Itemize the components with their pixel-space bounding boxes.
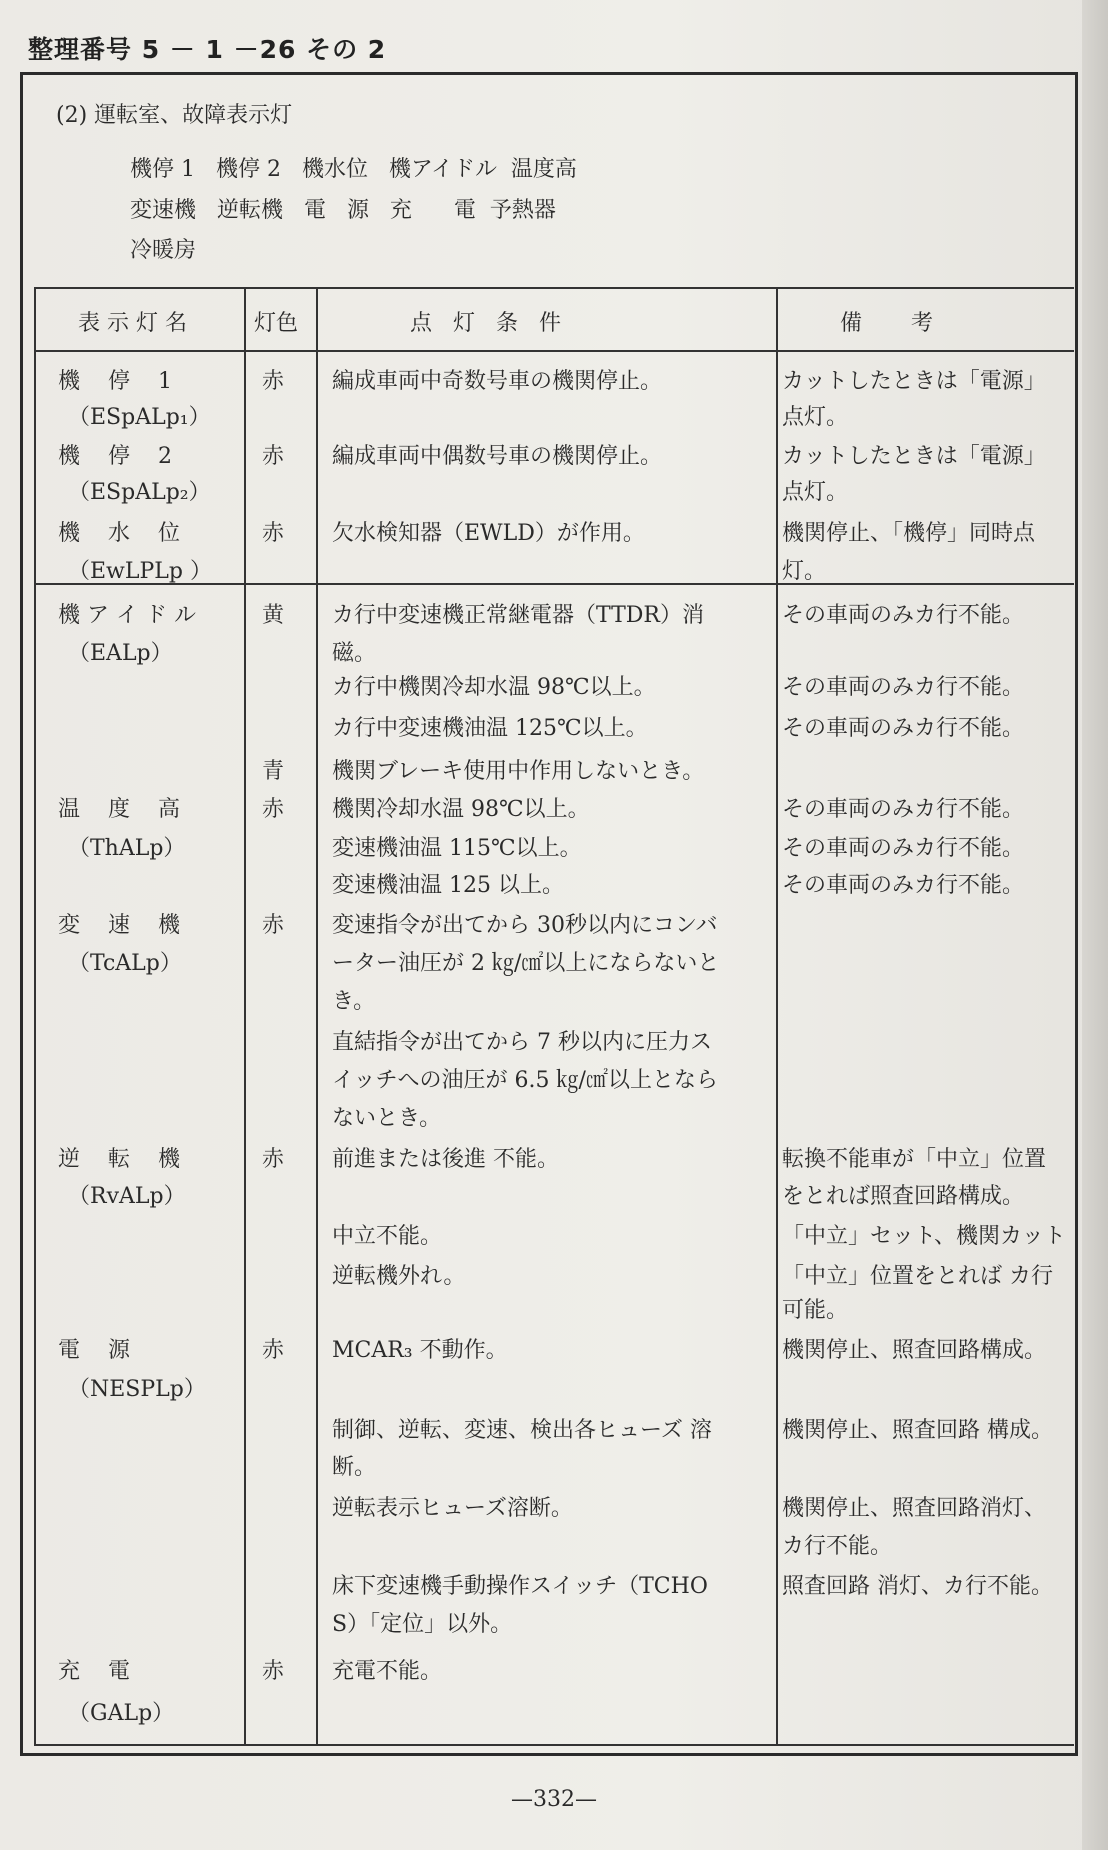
condition-line: ないとき。 xyxy=(332,1106,442,1131)
lamp-name: 逆 転 機 xyxy=(58,1147,180,1172)
condition-line: 中立不能。 xyxy=(332,1224,443,1249)
remark-line: をとれば照査回路構成。 xyxy=(782,1184,1025,1209)
lamp-color: 黄 xyxy=(262,603,285,628)
lamp-code: （EwLPLp ） xyxy=(68,559,212,584)
lamp-color: 赤 xyxy=(262,444,285,469)
lamp-color: 赤 xyxy=(262,369,285,394)
lamp-color: 青 xyxy=(262,759,285,784)
condition-line: MCAR₃ 不動作。 xyxy=(332,1338,508,1363)
condition-line: 編成車両中奇数号車の機関停止。 xyxy=(332,369,663,394)
remark-line: 点灯。 xyxy=(782,480,849,505)
condition-line: カ行中機関冷却水温 98℃以上。 xyxy=(332,675,656,700)
lamp-color: 赤 xyxy=(262,1147,285,1172)
condition-line: 機関ブレーキ使用中作用しないとき。 xyxy=(332,759,705,784)
lamp-code: （TcALp） xyxy=(68,951,182,976)
condition-line: 充電不能。 xyxy=(332,1659,443,1684)
condition-line: 逆転機外れ。 xyxy=(332,1264,466,1289)
remark-line: 機関停止、「機停」同時点 xyxy=(782,521,1036,546)
condition-line: 逆転表示ヒューズ溶断。 xyxy=(332,1496,573,1521)
condition-line: 変速機油温 115℃以上。 xyxy=(332,836,582,861)
condition-line: 断。 xyxy=(332,1455,377,1480)
condition-line: 機関冷却水温 98℃以上。 xyxy=(332,797,590,822)
remark-line: 照査回路 消灯、カ行不能。 xyxy=(782,1574,1053,1599)
condition-line: イッチへの油圧が 6.5 ㎏/㎠以上となら xyxy=(332,1068,718,1093)
remark-line: 機関停止、照査回路構成。 xyxy=(782,1338,1047,1363)
remark-line: その車両のみカ行不能。 xyxy=(782,873,1025,898)
condition-line: 床下変速機手動操作スイッチ（TCHO xyxy=(332,1574,708,1599)
condition-line: 変速機油温 125 以上。 xyxy=(332,873,564,898)
remark-line: カ行不能。 xyxy=(782,1534,893,1559)
lamp-list-line: 変速機 逆転機 電 源 充 電 予熱器 xyxy=(130,198,556,223)
lamp-list-line: 機停 1 機停 2 機水位 機アイドル 温度高 xyxy=(130,157,577,182)
table-rule-top xyxy=(34,287,1074,289)
remark-line: 機関停止、照査回路消灯、 xyxy=(782,1496,1047,1521)
condition-line: 前進または後進 不能。 xyxy=(332,1147,559,1172)
lamp-name: 機 水 位 xyxy=(58,521,180,546)
lamp-color: 赤 xyxy=(262,1338,285,1363)
remark-line: 灯。 xyxy=(782,559,827,584)
lamp-name xyxy=(58,1331,130,1371)
doc-number: 整理番号 5 － 1 －26 その 2 xyxy=(28,35,387,64)
condition-line: 磁。 xyxy=(332,641,377,666)
lamp-code: （RvALp） xyxy=(68,1184,186,1209)
lamp-code: （ESpALp₂） xyxy=(68,480,211,505)
remark-line: 点灯。 xyxy=(782,405,849,430)
remark-line: その車両のみカ行不能。 xyxy=(782,836,1025,861)
page-edge xyxy=(1082,0,1108,1850)
remark-line: 可能。 xyxy=(782,1298,849,1323)
lamp-name-text: 電 源 xyxy=(58,1338,130,1363)
page-number: —332— xyxy=(511,1787,597,1812)
lamp-color: 赤 xyxy=(262,797,285,822)
lamp-name: 充 電 xyxy=(58,1659,130,1684)
lamp-name: 機 停 1 xyxy=(58,369,172,394)
header-remarks: 備 考 xyxy=(840,311,933,336)
lamp-code: （NESPLp） xyxy=(68,1377,206,1402)
condition-line: 欠水検知器（EWLD）が作用。 xyxy=(332,521,645,546)
header-condition: 点 灯 条 件 xyxy=(410,311,561,336)
lamp-code: （ThALp） xyxy=(68,836,186,861)
lamp-color: 赤 xyxy=(262,913,285,938)
remark-line: 機関停止、照査回路 構成。 xyxy=(782,1418,1053,1443)
condition-line: 変速指令が出てから 30秒以内にコンバ xyxy=(332,913,718,938)
condition-line: き。 xyxy=(332,989,376,1014)
lamp-name: 変 速 機 xyxy=(58,913,180,938)
condition-line: カ行中変速機正常継電器（TTDR）消 xyxy=(332,603,704,628)
remark-line: その車両のみカ行不能。 xyxy=(782,675,1025,700)
lamp-code: （GALp） xyxy=(68,1701,175,1726)
lamp-code: （EALp） xyxy=(68,641,173,666)
remark-line: その車両のみカ行不能。 xyxy=(782,797,1025,822)
remark-line: カットしたときは「電源」 xyxy=(782,444,1046,469)
lamp-name: 機 停 2 xyxy=(58,444,172,469)
condition-line: カ行中変速機油温 125℃以上。 xyxy=(332,716,648,741)
remark-line: 「中立」位置をとれば カ行 xyxy=(782,1264,1053,1289)
table-rule-col2 xyxy=(316,287,318,1745)
lamp-list-line: 冷暖房 xyxy=(130,238,197,263)
condition-line: ーター油圧が 2 ㎏/㎠以上にならないと xyxy=(332,951,720,976)
table-rule-col1 xyxy=(244,287,246,1745)
remark-line: 転換不能車が「中立」位置 xyxy=(782,1147,1047,1172)
condition-line: 制御、逆転、変速、検出各ヒューズ 溶 xyxy=(332,1418,712,1443)
lamp-color: 赤 xyxy=(262,521,285,546)
lamp-name: 温 度 高 xyxy=(58,797,180,822)
table-rule-header xyxy=(34,350,1074,352)
table-rule-left xyxy=(34,287,36,1745)
lamp-color: 赤 xyxy=(262,1659,285,1684)
table-rule-bottom xyxy=(34,1744,1074,1746)
condition-line: 編成車両中偶数号車の機関停止。 xyxy=(332,444,663,469)
condition-line: S）「定位」以外。 xyxy=(332,1612,513,1637)
condition-line: 直結指令が出てから 7 秒以内に圧力ス xyxy=(332,1030,712,1055)
lamp-code: （ESpALp₁） xyxy=(68,405,211,430)
remark-line: その車両のみカ行不能。 xyxy=(782,716,1025,741)
header-lamp-name: 表 示 灯 名 xyxy=(78,311,187,336)
remark-line: 「中立」セット、機関カット xyxy=(782,1224,1066,1249)
remark-line: その車両のみカ行不能。 xyxy=(782,603,1025,628)
lamp-name: 機 ア イ ド ル xyxy=(58,603,196,628)
section-title: (2) 運転室、故障表示灯 xyxy=(56,103,293,128)
remark-line: カットしたときは「電源」 xyxy=(782,369,1046,394)
table-rule-col3 xyxy=(776,287,778,1745)
header-color: 灯色 xyxy=(254,311,299,336)
